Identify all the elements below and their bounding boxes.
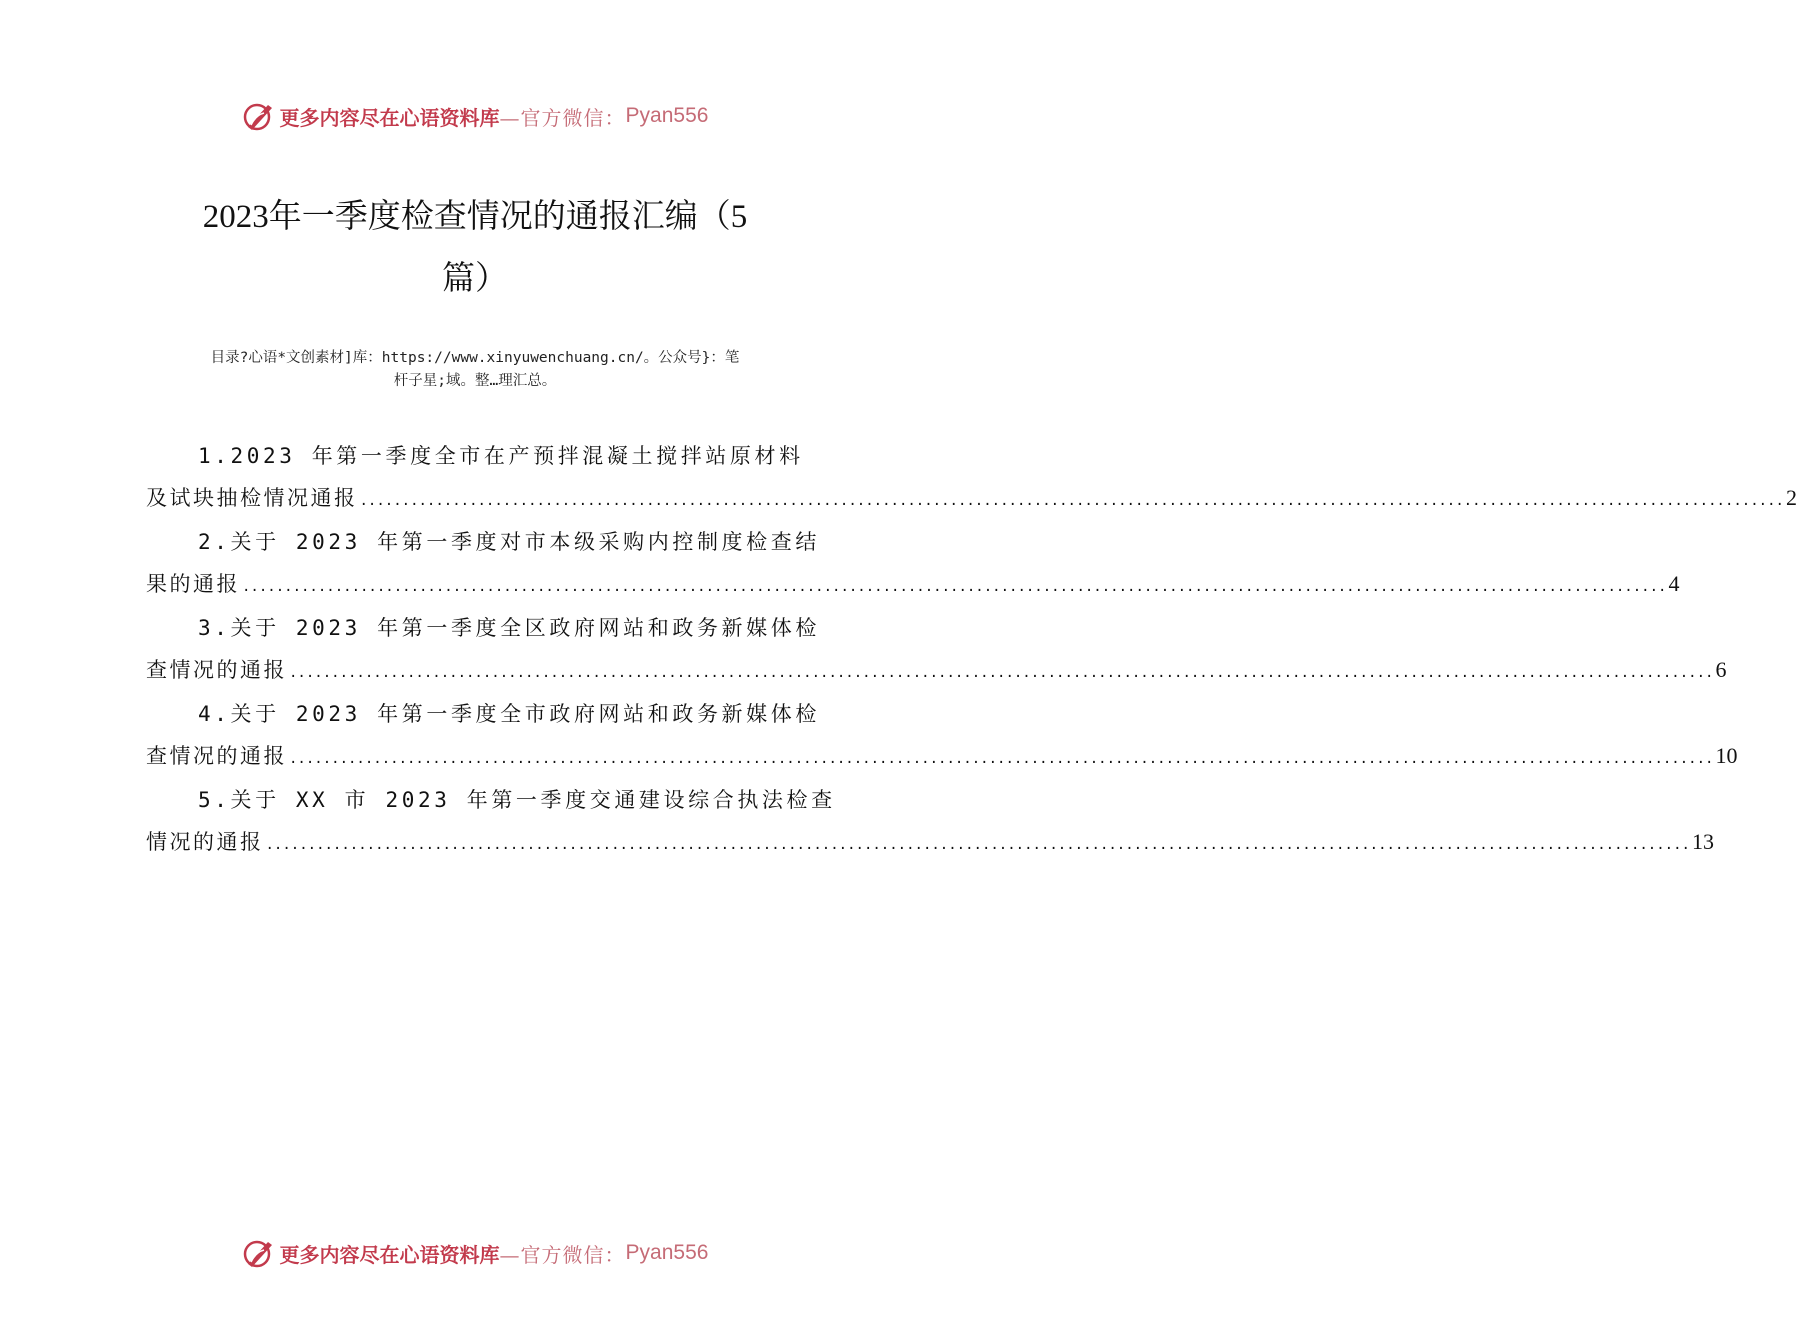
toc-entry-leader-line [146, 821, 1714, 866]
pen-circle-logo-icon [242, 99, 276, 133]
toc-dot-leader: ......................................................................................................................................................................... [242, 579, 1667, 595]
toc-entry-title-cont: 查情况的通报 [146, 744, 287, 768]
toc-entry[interactable] [146, 608, 1727, 694]
toc-entry-title: 2.关于 2023 年第一季度对市本级采购内控制度检查结 [198, 530, 820, 554]
toc-entry-leader-line [146, 735, 1738, 780]
table-of-contents [146, 436, 1797, 866]
toc-entry-title-cont: 果的通报 [146, 572, 240, 596]
title-line-2: 篇） [442, 261, 508, 297]
header-banner [0, 96, 950, 136]
toc-entry-title: 5.关于 XX 市 2023 年第一季度交通建设综合执法检查 [198, 788, 836, 812]
toc-entry-title: 4.关于 2023 年第一季度全市政府网站和政务新媒体检 [198, 702, 820, 726]
toc-entry-title-cont: 及试块抽检情况通报 [146, 486, 358, 510]
pen-circle-logo-icon [242, 1236, 276, 1270]
toc-dot-leader: ......................................................................................................................................................................... [359, 493, 1784, 509]
banner-main-text: 更多内容尽在心语资料库 [279, 105, 500, 130]
toc-page-number: 6 [1715, 657, 1727, 682]
document-title [150, 186, 800, 310]
toc-entry[interactable] [146, 436, 1797, 522]
toc-entry-leader-line [146, 563, 1680, 608]
toc-entry[interactable] [146, 780, 1714, 866]
toc-page-number: 10 [1715, 743, 1738, 768]
toc-dot-leader: ......................................................................................................................................................................... [289, 665, 1714, 681]
banner-sub-text: —官方微信： [499, 1242, 626, 1267]
toc-page-number: 2 [1785, 485, 1797, 510]
banner-main-text: 更多内容尽在心语资料库 [279, 1242, 500, 1267]
toc-note-line-1: 目录?心语*文创素材]库：https://www.xinyuwenchuang.cn/。公众号}：笔 [210, 350, 740, 366]
banner-sub-text: —官方微信： [499, 105, 626, 130]
toc-entry[interactable] [146, 522, 1680, 608]
title-line-1: 2023年一季度检查情况的通报汇编（5 [202, 199, 748, 235]
toc-dot-leader: ......................................................................................................................................................................... [289, 751, 1714, 767]
toc-entry-title: 1.2023 年第一季度全市在产预拌混凝土搅拌站原材料 [198, 444, 804, 468]
toc-entry[interactable] [146, 694, 1738, 780]
toc-entry-title: 3.关于 2023 年第一季度全区政府网站和政务新媒体检 [198, 616, 820, 640]
toc-note-line-2: 杆子星;域。整…理汇总。 [393, 373, 557, 389]
toc-page-number: 4 [1668, 571, 1680, 596]
toc-entry-title-cont: 查情况的通报 [146, 658, 287, 682]
footer-banner [0, 1233, 950, 1273]
banner-content [242, 99, 709, 133]
banner-wechat-id: Pyan556 [625, 1241, 709, 1264]
toc-dot-leader: ......................................................................................................................................................................... [265, 837, 1690, 853]
toc-page-number: 13 [1691, 829, 1714, 854]
toc-entry-title-cont: 情况的通报 [146, 830, 264, 854]
banner-wechat-id: Pyan556 [625, 104, 709, 127]
toc-entry-leader-line [146, 649, 1727, 694]
banner-content [242, 1236, 709, 1270]
toc-note [170, 347, 780, 393]
toc-entry-leader-line [146, 477, 1797, 522]
